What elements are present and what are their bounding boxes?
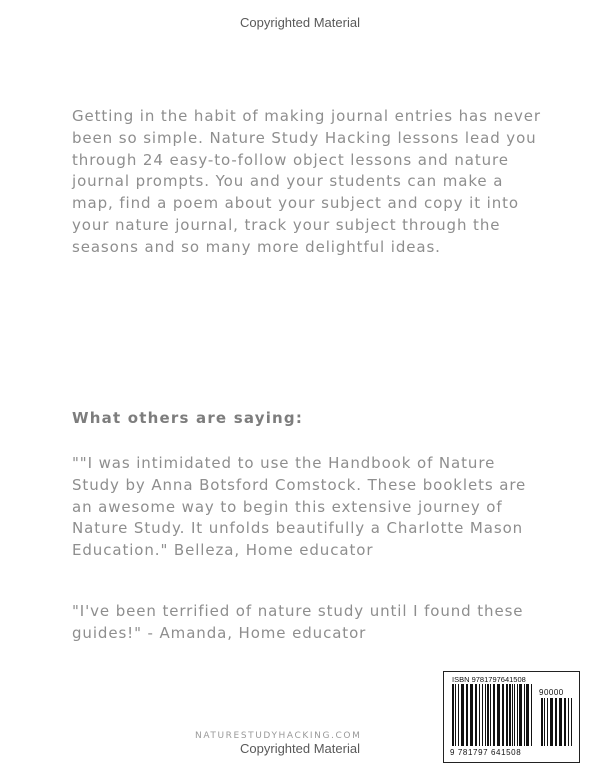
testimonial-quote-2: "I've been terrified of nature study until I found these guides!" - Amanda, Home educator: [72, 602, 524, 642]
copyright-watermark-bottom: Copyrighted Material: [240, 741, 360, 756]
barcode-bar: [452, 684, 454, 746]
barcode-bar: [541, 698, 543, 746]
testimonials-heading: What others are saying:: [72, 409, 304, 427]
barcode-bar: [475, 684, 477, 746]
barcode-digits: 9 781797 641508: [450, 748, 522, 757]
barcode-bar: [568, 698, 569, 746]
copyright-watermark-top: Copyrighted Material: [240, 15, 360, 30]
barcode-bar: [514, 684, 515, 746]
barcode-bar: [485, 684, 486, 746]
barcode-bar: [519, 684, 522, 746]
barcode-bar: [506, 684, 508, 746]
barcode-bar: [490, 684, 491, 746]
barcode-bar: [512, 684, 513, 746]
barcode-bar: [458, 684, 459, 746]
barcode-bar: [455, 684, 456, 746]
isbn-label: ISBN 9781797641508: [452, 675, 526, 684]
barcode-bar: [559, 698, 562, 746]
barcode-bar: [470, 684, 473, 746]
barcode-bar: [564, 698, 566, 746]
barcode-bar: [482, 684, 483, 746]
barcode-bar: [544, 698, 545, 746]
barcode-bar: [555, 698, 557, 746]
barcode-bar: [509, 684, 511, 746]
barcode-bar: [547, 698, 548, 746]
book-description: Getting in the habit of making journal entries has never been so simple. Nature Study Hacking lessons lead you through 24 easy-to-follow object lessons and nature journal prompts. You and your students can make a map, find a poem about your subject and copy it into your nature journal, track your subject through the seasons and so many more delightful ideas.: [72, 107, 541, 256]
barcode-bar: [524, 684, 525, 746]
website-url: NATURESTUDYHACKING.COM: [195, 731, 362, 741]
testimonial-quote-1: ""I was intimidated to use the Handbook of Nature Study by Anna Botsford Comstock. These booklets are an awesome way to begin this extensive journey of Nature Study. It unfolds beautifully a Charlotte Mason Education." Belleza, Home educator: [72, 454, 527, 560]
barcode-bar: [531, 684, 532, 746]
barcode-bar: [502, 684, 504, 746]
barcode-bar: [526, 684, 529, 746]
barcode-bar: [517, 684, 518, 746]
barcode-bar: [461, 684, 464, 746]
barcode-bar: [493, 684, 495, 746]
barcode-bar: [487, 684, 489, 746]
barcode-bar: [497, 684, 500, 746]
price-code: 90000: [539, 688, 564, 697]
barcode-bar: [466, 684, 468, 746]
barcode-bar: [571, 698, 572, 746]
barcode-bar: [550, 698, 553, 746]
barcode-bar: [479, 684, 480, 746]
